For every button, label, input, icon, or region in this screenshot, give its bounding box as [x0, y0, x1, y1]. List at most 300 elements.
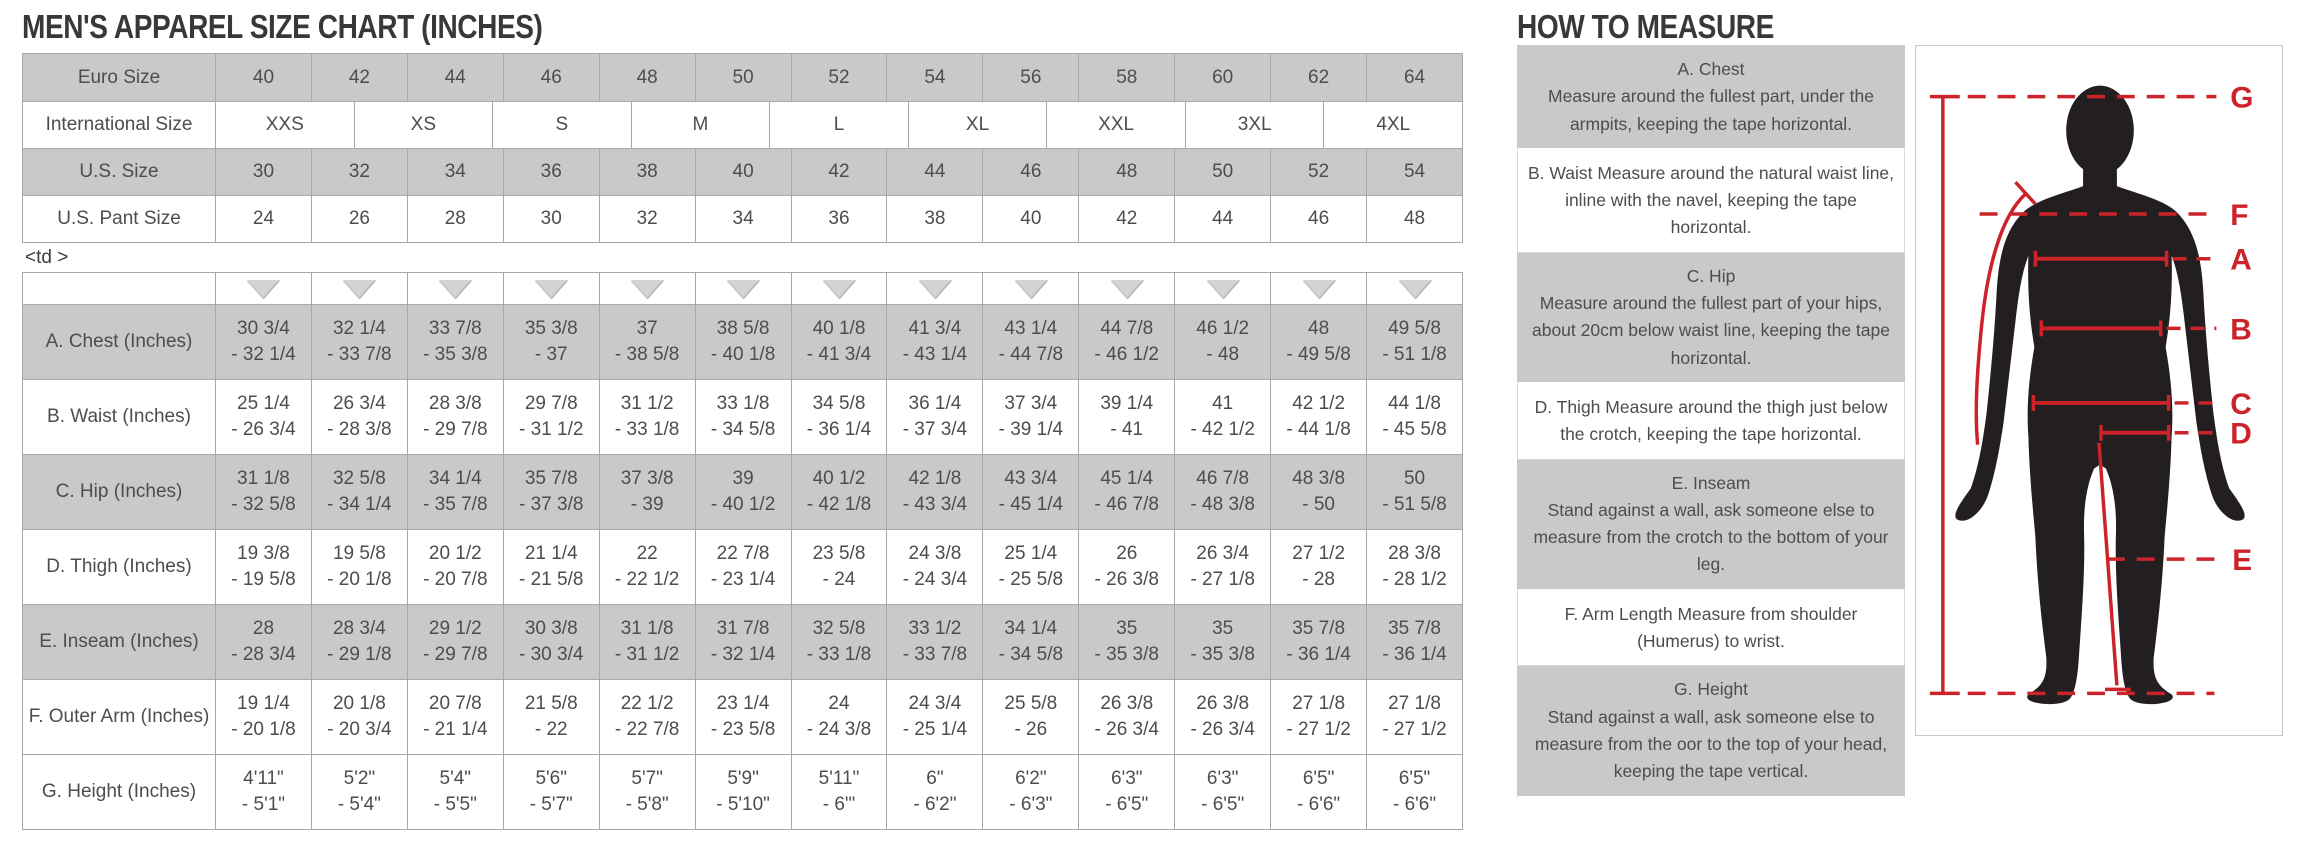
measure-instruction [1517, 384, 1905, 460]
range-high: - 44 1/8 [1286, 419, 1351, 440]
range-high: - 31 1/2 [614, 644, 680, 665]
measure-text: B. Waist Measure around the natural waist line, inline with the navel, keeping the tape horizontal. [1527, 162, 1895, 238]
measure-range-cell [599, 380, 695, 454]
measure-range-cell [982, 530, 1078, 604]
range-low: 25 1/4 [1004, 543, 1058, 565]
measure-range-cell [886, 605, 982, 679]
arrow-cell [791, 273, 887, 304]
range-high: - 6'2" [913, 794, 957, 815]
measure-range-cell [1270, 605, 1366, 679]
measure-range-cell [1078, 455, 1174, 529]
measure-instruction [1517, 253, 1905, 384]
range-low: 35 7/8 [524, 468, 578, 490]
range-high: - 45 1/4 [998, 494, 1064, 515]
range-low: 45 1/4 [1100, 468, 1154, 490]
size-cell: 40 [982, 196, 1078, 242]
arrow-cell [311, 273, 407, 304]
range-low: 40 1/2 [812, 468, 866, 490]
size-cell: 56 [982, 54, 1078, 101]
size-cell: 36 [791, 196, 887, 242]
column-arrow-icon[interactable] [1015, 280, 1047, 298]
range-low: 50 [1403, 468, 1426, 490]
range-low: 44 1/8 [1388, 393, 1441, 415]
measure-range-cell [311, 455, 407, 529]
size-cell: 50 [1174, 149, 1270, 195]
column-arrow-icon[interactable] [631, 280, 663, 298]
range-high: - 22 [534, 719, 568, 740]
range-high: - 32 5/8 [231, 494, 296, 515]
range-low: 35 3/8 [524, 318, 578, 340]
measure-range-cell [886, 305, 982, 379]
measure-range-cell [407, 455, 503, 529]
range-high: - 20 1/8 [231, 719, 296, 740]
range-high: - 20 3/4 [327, 719, 392, 740]
range-low: 41 [1212, 393, 1234, 415]
measure-text: Stand against a wall, ask someone else to measure from the oor to the top of your head, keeping the tape vertical. [1534, 706, 1888, 782]
measure-range-cell [1366, 680, 1462, 754]
range-low: 26 3/8 [1100, 693, 1154, 715]
arrow-cell [1366, 273, 1462, 304]
size-cell: 30 [503, 196, 599, 242]
measure-range-cell [1366, 380, 1462, 454]
range-high: - 24 3/8 [806, 719, 872, 740]
range-low: 42 1/8 [908, 468, 962, 490]
size-cell: 46 [1270, 196, 1366, 242]
range-high: - 24 [822, 569, 856, 590]
range-low: 28 [252, 618, 275, 640]
label-inseam-e: E [2232, 544, 2253, 578]
arrow-cell [503, 273, 599, 304]
range-low: 25 1/4 [237, 393, 290, 415]
range-low: 48 3/8 [1292, 468, 1346, 490]
range-low: 31 7/8 [716, 618, 770, 640]
measure-range-cell [503, 455, 599, 529]
size-cell: 40 [215, 54, 311, 101]
range-high: - 24 3/4 [902, 569, 968, 590]
range-high: - 35 3/8 [1190, 644, 1255, 665]
range-high: - 36 1/4 [1382, 644, 1447, 665]
size-table-row [23, 148, 1462, 195]
size-cell: 34 [407, 149, 503, 195]
range-high: - 39 1/4 [998, 419, 1064, 440]
size-cell: 4XL [1323, 102, 1462, 148]
measure-range-cell [791, 380, 887, 454]
range-low: 34 1/4 [428, 468, 482, 490]
measure-range-cell [215, 755, 311, 829]
size-cell: 32 [599, 196, 695, 242]
measure-range-cell [215, 530, 311, 604]
measure-range-cell [982, 305, 1078, 379]
range-low: 43 1/4 [1004, 318, 1058, 340]
range-low: 30 3/4 [237, 318, 290, 340]
range-high: - 37 3/4 [902, 419, 968, 440]
range-low: 48 [1308, 318, 1330, 340]
measure-range-cell [982, 605, 1078, 679]
range-high: - 35 3/8 [1094, 644, 1159, 665]
range-high: - 20 1/8 [327, 569, 392, 590]
range-high: - 26 3/4 [231, 419, 296, 440]
measure-range-cell [1366, 305, 1462, 379]
range-low: 31 1/2 [620, 393, 674, 415]
column-arrow-icon[interactable] [1111, 280, 1143, 298]
range-low: 46 1/2 [1196, 318, 1250, 340]
row-label: F. Outer Arm (Inches) [28, 706, 210, 728]
range-high: - 48 [1206, 344, 1240, 365]
range-low: 30 3/8 [524, 618, 578, 640]
range-low: 34 1/4 [1004, 618, 1058, 640]
measure-range-cell [695, 680, 791, 754]
measure-range-cell [886, 755, 982, 829]
size-cell: 32 [311, 149, 407, 195]
range-low: 5'6" [535, 768, 567, 790]
range-high: - 36 1/4 [806, 419, 872, 440]
measure-range-cell [1270, 680, 1366, 754]
measure-range-cell [1078, 305, 1174, 379]
measure-range-cell [215, 680, 311, 754]
range-low: 6'3" [1206, 768, 1239, 790]
range-low: 31 1/8 [237, 468, 290, 490]
range-high: - 31 1/2 [519, 419, 584, 440]
measure-range-cell [791, 530, 887, 604]
measure-range-cell [599, 605, 695, 679]
row-label: D. Thigh (Inches) [46, 556, 192, 578]
measure-range-cell [215, 380, 311, 454]
size-cell: 48 [599, 54, 695, 101]
range-low: 5'2" [343, 768, 376, 790]
range-high: - 5'10" [716, 794, 770, 815]
body-measurement-table [22, 272, 1463, 830]
measure-text: F. Arm Length Measure from shoulder (Humerus) to wrist. [1564, 603, 1858, 652]
measure-range-cell [886, 680, 982, 754]
range-low: 22 7/8 [716, 543, 770, 565]
measurement-table-row [23, 454, 1462, 529]
range-high: - 40 1/8 [710, 344, 776, 365]
measure-range-cell [407, 755, 503, 829]
range-high: - 28 3/8 [327, 419, 392, 440]
range-low: 46 7/8 [1196, 468, 1250, 490]
range-low: 23 5/8 [812, 543, 866, 565]
range-high: - 29 1/8 [327, 644, 392, 665]
range-high: - 21 5/8 [519, 569, 584, 590]
range-high: - 6'6" [1297, 794, 1341, 815]
size-cell: 44 [886, 149, 982, 195]
measure-range-cell [599, 755, 695, 829]
body-silhouette-diagram [1916, 46, 2282, 735]
range-high: - 36 1/4 [1286, 644, 1351, 665]
measure-range-cell [1174, 455, 1270, 529]
range-high: - 29 7/8 [423, 419, 488, 440]
range-low: 43 3/4 [1004, 468, 1058, 490]
arrow-cell [982, 273, 1078, 304]
column-arrow-icon[interactable] [343, 280, 375, 298]
row-label: International Size [45, 114, 193, 136]
measure-range-cell [503, 380, 599, 454]
range-high: - 25 5/8 [998, 569, 1064, 590]
size-table-row [23, 195, 1462, 242]
arrow-cell [1270, 273, 1366, 304]
measure-instruction [1517, 666, 1905, 797]
range-high: - 41 3/4 [806, 344, 872, 365]
size-cell: 44 [1174, 196, 1270, 242]
range-high: - 28 1/2 [1382, 569, 1447, 590]
measurement-table-row [23, 379, 1462, 454]
size-cell: S [492, 102, 631, 148]
size-cell: 36 [503, 149, 599, 195]
measure-instruction-list [1517, 45, 1905, 798]
measure-instruction [1517, 45, 1905, 150]
measure-range-cell [791, 605, 887, 679]
size-cell: 42 [311, 54, 407, 101]
label-waist-b: B [2230, 313, 2252, 347]
range-low: 20 1/2 [428, 543, 482, 565]
size-cell: 54 [1366, 149, 1462, 195]
range-high: - 5'5" [433, 794, 477, 815]
measure-range-cell [503, 605, 599, 679]
measure-range-cell [982, 380, 1078, 454]
range-high: - 50 [1302, 494, 1335, 515]
size-cell: XXL [1046, 102, 1185, 148]
range-high: - 46 7/8 [1094, 494, 1159, 515]
measure-range-cell [1270, 755, 1366, 829]
label-arm-f: F [2230, 198, 2249, 232]
range-low: 33 1/8 [716, 393, 770, 415]
measure-range-cell [599, 455, 695, 529]
range-low: 32 5/8 [812, 618, 866, 640]
row-label: Euro Size [77, 66, 161, 88]
range-low: 38 5/8 [716, 318, 770, 340]
range-high: - 43 3/4 [902, 494, 968, 515]
range-high: - 26 3/4 [1190, 719, 1255, 740]
measure-range-cell [1174, 680, 1270, 754]
size-cell: 42 [1078, 196, 1174, 242]
arrow-header-row [23, 273, 1462, 304]
range-low: 25 5/8 [1004, 693, 1058, 715]
measure-range-cell [407, 380, 503, 454]
measure-range-cell [1270, 530, 1366, 604]
range-low: 29 7/8 [524, 393, 578, 415]
measure-range-cell [311, 530, 407, 604]
range-low: 35 7/8 [1388, 618, 1441, 640]
range-high: - 48 3/8 [1190, 494, 1255, 515]
range-low: 39 [732, 468, 754, 490]
column-arrow-icon[interactable] [823, 280, 855, 298]
range-low: 20 1/8 [332, 693, 386, 715]
range-high: - 26 3/4 [1094, 719, 1159, 740]
range-high: - 33 1/8 [806, 644, 872, 665]
size-cell: 50 [695, 54, 791, 101]
measure-range-cell [982, 455, 1078, 529]
measure-text: Stand against a wall, ask someone else to measure from the crotch to the bottom of your leg. [1533, 499, 1889, 575]
label-hip-c: C [2230, 387, 2252, 421]
size-cell: 26 [311, 196, 407, 242]
range-low: 19 5/8 [332, 543, 386, 565]
range-high: - 41 [1110, 419, 1144, 440]
size-cell: 48 [1366, 196, 1462, 242]
column-arrow-icon[interactable] [1399, 280, 1431, 298]
range-low: 26 3/4 [332, 393, 386, 415]
size-cell: 54 [886, 54, 982, 101]
range-low: 27 1/2 [1292, 543, 1346, 565]
row-label: U.S. Pant Size [57, 208, 181, 230]
range-low: 5'11" [818, 768, 860, 790]
size-cell: 34 [695, 196, 791, 242]
range-low: 35 7/8 [1292, 618, 1346, 640]
size-table-row [23, 54, 1462, 101]
measure-range-cell [1174, 380, 1270, 454]
range-high: - 26 [1014, 719, 1048, 740]
range-low: 39 1/4 [1100, 393, 1154, 415]
range-low: 19 3/8 [237, 543, 290, 565]
column-arrow-icon[interactable] [727, 280, 759, 298]
size-cell: 28 [407, 196, 503, 242]
measure-range-cell [1078, 530, 1174, 604]
range-low: 32 1/4 [332, 318, 386, 340]
measure-range-cell [503, 530, 599, 604]
page-title: MEN'S APPAREL SIZE CHART (INCHES) [22, 8, 543, 45]
measure-range-cell [1078, 680, 1174, 754]
measure-range-cell [503, 305, 599, 379]
size-cell: 58 [1078, 54, 1174, 101]
column-arrow-icon[interactable] [1303, 280, 1335, 298]
arrow-cell [407, 273, 503, 304]
range-low: 22 1/2 [620, 693, 674, 715]
measure-text: Measure around the fullest part, under the armpits, keeping the tape horizontal. [1548, 86, 1874, 134]
range-low: 35 [1212, 618, 1234, 640]
column-arrow-icon[interactable] [919, 280, 951, 298]
row-label: B. Waist (Inches) [47, 406, 191, 428]
row-label: A. Chest (Inches) [45, 331, 193, 353]
size-cell: 30 [215, 149, 311, 195]
size-cell: 38 [886, 196, 982, 242]
size-cell: 60 [1174, 54, 1270, 101]
measure-range-cell [311, 380, 407, 454]
measure-range-cell [311, 605, 407, 679]
measure-instruction [1517, 150, 1905, 253]
size-cell: 38 [599, 149, 695, 195]
measure-range-cell [982, 680, 1078, 754]
range-low: 27 1/8 [1292, 693, 1346, 715]
measure-range-cell [599, 680, 695, 754]
measure-range-cell [982, 755, 1078, 829]
range-high: - 29 7/8 [423, 644, 488, 665]
column-arrow-icon[interactable] [1207, 280, 1239, 298]
range-high: - 6'5" [1105, 794, 1149, 815]
range-low: 6'2" [1015, 768, 1047, 790]
size-cell: 42 [791, 149, 887, 195]
range-low: 29 1/2 [428, 618, 482, 640]
measure-range-cell [1366, 530, 1462, 604]
measure-heading: C. Hip [1686, 265, 1736, 286]
range-high: - 27 1/2 [1286, 719, 1351, 740]
measure-text: D. Thigh Measure around the thigh just below the crotch, keeping the tape horizontal. [1534, 396, 1888, 445]
measure-range-cell [311, 680, 407, 754]
range-high: - 40 1/2 [710, 494, 776, 515]
range-low: 27 1/8 [1388, 693, 1441, 715]
measure-range-cell [1174, 605, 1270, 679]
measure-heading: G. Height [1674, 679, 1748, 700]
range-high: - 28 3/4 [231, 644, 296, 665]
label-height-g: G [2230, 81, 2254, 115]
row-label: G. Height (Inches) [41, 781, 197, 803]
range-low: 19 1/4 [237, 693, 290, 715]
measure-range-cell [886, 380, 982, 454]
range-low: 23 1/4 [716, 693, 770, 715]
size-cell: 46 [503, 54, 599, 101]
measure-range-cell [1174, 305, 1270, 379]
range-low: 37 3/4 [1004, 393, 1058, 415]
measure-heading: A. Chest [1677, 59, 1745, 79]
range-low: 6'5" [1398, 768, 1431, 790]
column-arrow-icon[interactable] [535, 280, 567, 298]
range-low: 21 5/8 [524, 693, 578, 715]
range-high: - 27 1/2 [1382, 719, 1447, 740]
range-high: - 28 [1302, 569, 1335, 590]
range-high: - 38 5/8 [614, 344, 680, 365]
range-low: 5'7" [631, 768, 663, 790]
size-cell: M [631, 102, 770, 148]
column-arrow-icon[interactable] [247, 280, 279, 298]
measure-range-cell [503, 680, 599, 754]
range-low: 33 1/2 [908, 618, 962, 640]
range-high: - 32 1/4 [710, 644, 776, 665]
measure-range-cell [1366, 455, 1462, 529]
size-cell: 46 [982, 149, 1078, 195]
arrow-cell [886, 273, 982, 304]
range-high: - 22 7/8 [614, 719, 680, 740]
range-high: - 43 1/4 [902, 344, 968, 365]
measure-range-cell [695, 455, 791, 529]
range-high: - 19 5/8 [231, 569, 296, 590]
range-low: 37 [636, 318, 658, 340]
range-high: - 5'8" [625, 794, 669, 815]
size-cell: 48 [1078, 149, 1174, 195]
arrow-cell [215, 273, 311, 304]
how-to-measure-title: HOW TO MEASURE [1517, 8, 1774, 45]
range-high: - 39 [630, 494, 664, 515]
range-low: 6" [926, 768, 944, 790]
size-cell: 44 [407, 54, 503, 101]
range-low: 4'11" [243, 768, 284, 790]
range-high: - 37 [534, 344, 568, 365]
range-low: 6'3" [1111, 768, 1143, 790]
range-low: 34 5/8 [812, 393, 866, 415]
range-high: - 6'" [822, 794, 856, 815]
range-low: 32 5/8 [332, 468, 386, 490]
range-high: - 34 5/8 [710, 419, 776, 440]
range-high: - 23 5/8 [710, 719, 776, 740]
row-label: E. Inseam (Inches) [39, 631, 199, 653]
measure-range-cell [1270, 305, 1366, 379]
range-high: - 42 1/8 [806, 494, 872, 515]
range-high: - 42 1/2 [1190, 419, 1255, 440]
column-arrow-icon[interactable] [439, 280, 471, 298]
size-cell: 52 [1270, 149, 1366, 195]
range-high: - 5'4" [337, 794, 381, 815]
measure-range-cell [1270, 455, 1366, 529]
range-high: - 22 1/2 [614, 569, 680, 590]
range-low: 28 3/8 [428, 393, 482, 415]
measurement-table-row [23, 529, 1462, 604]
range-high: - 35 3/8 [423, 344, 488, 365]
arrow-cell [1174, 273, 1270, 304]
measure-range-cell [1174, 530, 1270, 604]
measure-range-cell [695, 305, 791, 379]
body-measurement-figure [1915, 45, 2283, 736]
range-high: - 32 1/4 [231, 344, 296, 365]
size-conversion-table [22, 53, 1463, 243]
measurement-table-row [23, 604, 1462, 679]
range-high: - 35 7/8 [423, 494, 488, 515]
